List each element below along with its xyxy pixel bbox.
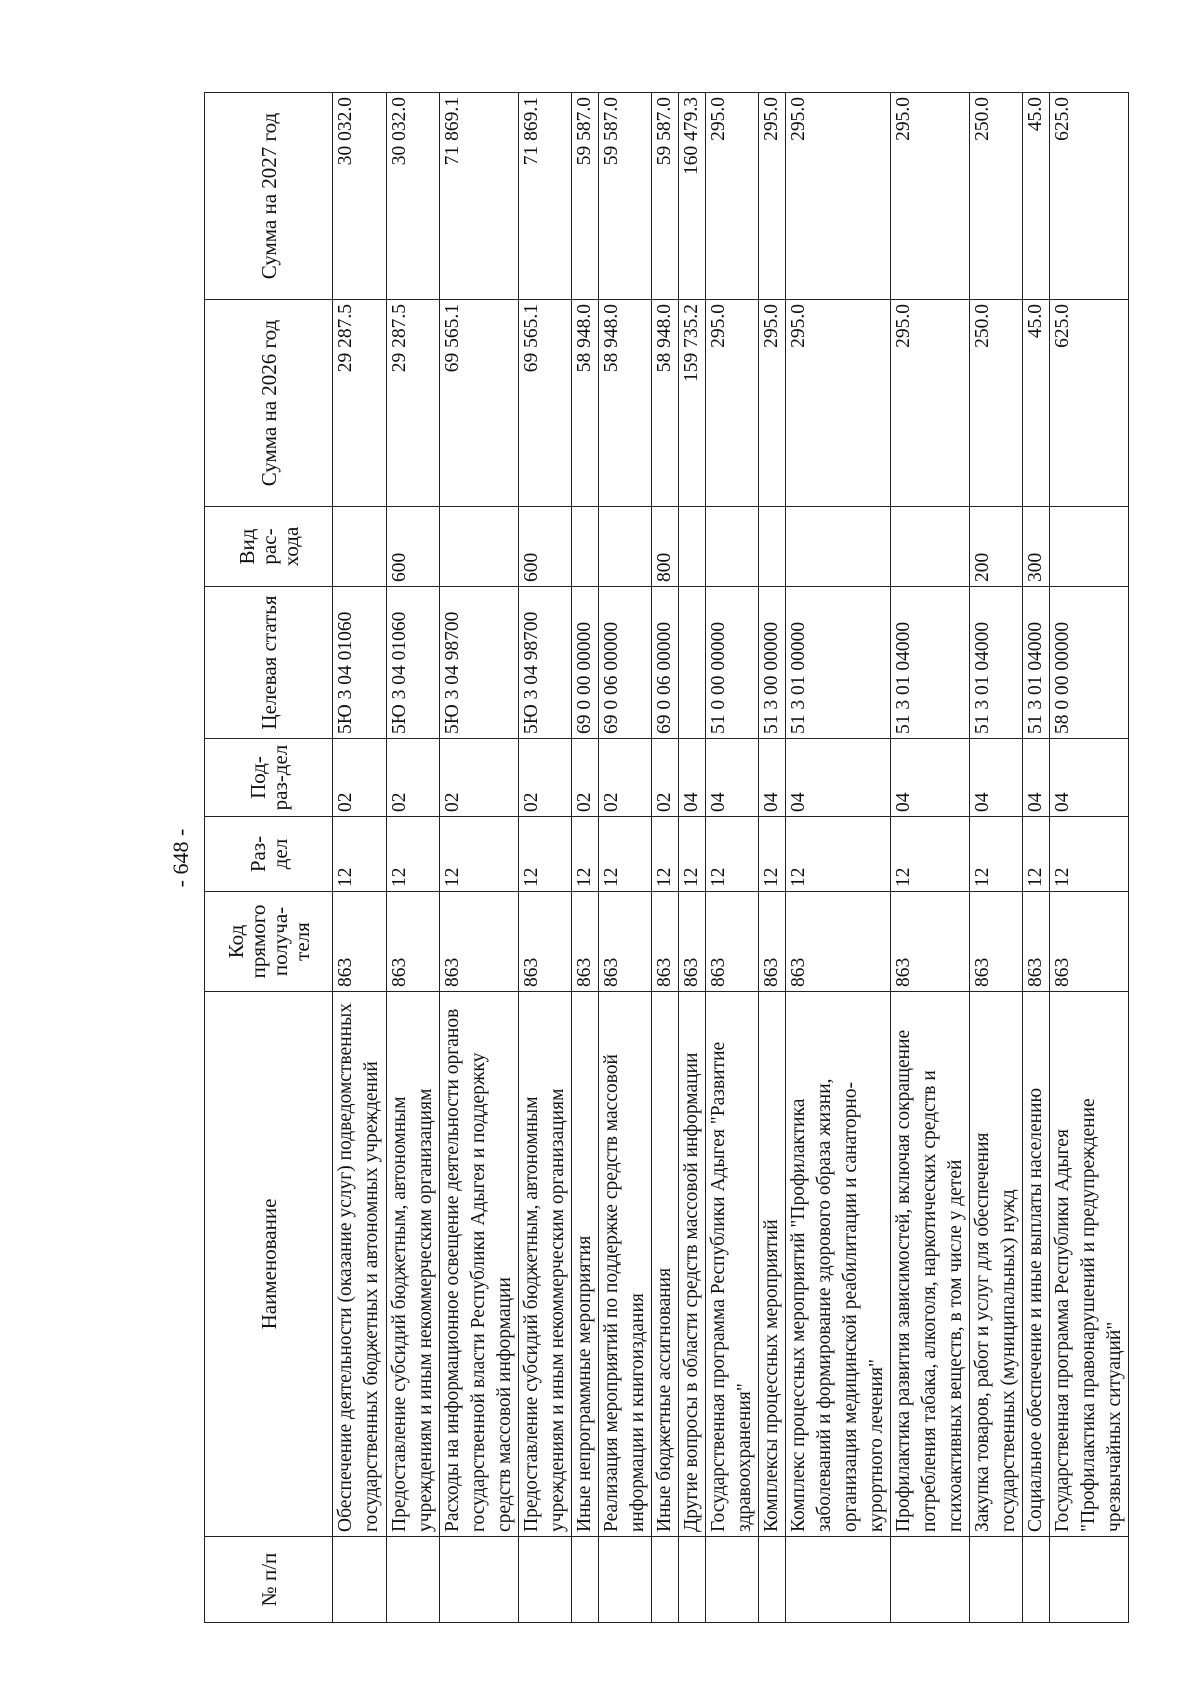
header-subsection: Под-раз-дел <box>205 739 333 817</box>
cell-expense: 600 <box>519 507 572 587</box>
cell-expense <box>572 507 599 587</box>
cell-code: 863 <box>706 892 759 992</box>
cell-expense <box>891 507 970 587</box>
page-number: - 648 - <box>168 828 193 888</box>
cell-code: 863 <box>572 892 599 992</box>
cell-name: Иные непрограммные мероприятия <box>572 992 599 1537</box>
cell-section: 12 <box>1023 817 1050 892</box>
cell-name: Другие вопросы в области средств массовой информации <box>679 992 706 1537</box>
cell-sum2026: 58 948.0 <box>599 300 652 507</box>
cell-target: 5Ю 3 04 98700 <box>519 587 572 739</box>
cell-target: 69 0 06 00000 <box>652 587 679 739</box>
cell-num <box>440 1537 519 1623</box>
cell-subsection: 02 <box>519 739 572 817</box>
cell-expense: 600 <box>387 507 440 587</box>
cell-expense: 300 <box>1023 507 1050 587</box>
cell-target: 51 3 00 00000 <box>759 587 786 739</box>
cell-subsection: 04 <box>1050 739 1129 817</box>
cell-sum2026: 250.0 <box>970 300 1023 507</box>
table-row <box>759 93 786 1623</box>
cell-subsection: 02 <box>572 739 599 817</box>
cell-expense <box>786 507 891 587</box>
cell-code: 863 <box>652 892 679 992</box>
header-code: Код прямого получа-теля <box>205 892 333 992</box>
cell-name: Предоставление субсидий бюджетным, автономным учреждениям и иным некоммерческим организациям <box>519 992 572 1537</box>
cell-name: Комплекс процессных мероприятий "Профилактика заболеваний и формирование здорового образа жизни, организация медицинской реабилитации и санаторно-курортного лечения" <box>786 992 891 1537</box>
cell-num <box>679 1537 706 1623</box>
cell-sum2027: 59 587.0 <box>572 93 599 300</box>
cell-sum2026: 295.0 <box>891 300 970 507</box>
cell-sum2026: 295.0 <box>786 300 891 507</box>
header-row <box>205 93 333 1623</box>
cell-sum2026: 45.0 <box>1023 300 1050 507</box>
table-row <box>572 93 599 1623</box>
cell-name: Комплексы процессных мероприятий <box>759 992 786 1537</box>
cell-num <box>572 1537 599 1623</box>
cell-target <box>679 587 706 739</box>
cell-num <box>333 1537 387 1623</box>
table-row <box>333 93 387 1623</box>
cell-subsection: 04 <box>891 739 970 817</box>
cell-section: 12 <box>1050 817 1129 892</box>
cell-code: 863 <box>599 892 652 992</box>
cell-expense <box>759 507 786 587</box>
cell-expense <box>599 507 652 587</box>
cell-name: Государственная программа Республики Адыгея "Развитие здравоохранения" <box>706 992 759 1537</box>
table-row <box>679 93 706 1623</box>
cell-section: 12 <box>679 817 706 892</box>
cell-num <box>706 1537 759 1623</box>
table-row <box>970 93 1023 1623</box>
header-name: Наименование <box>205 992 333 1537</box>
cell-num <box>387 1537 440 1623</box>
rotated-page <box>131 93 1125 1623</box>
cell-expense <box>706 507 759 587</box>
cell-sum2027: 295.0 <box>759 93 786 300</box>
cell-subsection: 04 <box>970 739 1023 817</box>
cell-num <box>891 1537 970 1623</box>
cell-section: 12 <box>387 817 440 892</box>
cell-sum2027: 30 032.0 <box>387 93 440 300</box>
header-sum2027: Сумма на 2027 год <box>205 93 333 300</box>
cell-sum2027: 45.0 <box>1023 93 1050 300</box>
cell-sum2027: 71 869.1 <box>519 93 572 300</box>
cell-name: Социальное обеспечение и иные выплаты населению <box>1023 992 1050 1537</box>
cell-subsection: 04 <box>1023 739 1050 817</box>
cell-expense <box>1050 507 1129 587</box>
header-num: № п/п <box>205 1537 333 1623</box>
cell-sum2027: 71 869.1 <box>440 93 519 300</box>
cell-subsection: 04 <box>706 739 759 817</box>
cell-sum2027: 160 479.3 <box>679 93 706 300</box>
cell-sum2027: 295.0 <box>891 93 970 300</box>
cell-code: 863 <box>891 892 970 992</box>
cell-subsection: 02 <box>599 739 652 817</box>
cell-sum2027: 30 032.0 <box>333 93 387 300</box>
cell-name: Закупка товаров, работ и услуг для обеспечения государственных (муниципальных) нужд <box>970 992 1023 1537</box>
cell-sum2026: 625.0 <box>1050 300 1129 507</box>
budget-table <box>204 92 1129 1623</box>
cell-section: 12 <box>652 817 679 892</box>
cell-num <box>519 1537 572 1623</box>
cell-target: 5Ю 3 04 98700 <box>440 587 519 739</box>
cell-code: 863 <box>759 892 786 992</box>
cell-num <box>1023 1537 1050 1623</box>
cell-expense: 200 <box>970 507 1023 587</box>
header-expense: Вид рас-хода <box>205 507 333 587</box>
table-row <box>387 93 440 1623</box>
cell-sum2027: 295.0 <box>786 93 891 300</box>
cell-name: Обеспечение деятельности (оказание услуг) подведомственных государственных бюджетных и автономных учреждений <box>333 992 387 1537</box>
cell-sum2026: 69 565.1 <box>519 300 572 507</box>
cell-section: 12 <box>970 817 1023 892</box>
cell-sum2026: 295.0 <box>759 300 786 507</box>
cell-num <box>786 1537 891 1623</box>
cell-code: 863 <box>519 892 572 992</box>
cell-subsection: 04 <box>786 739 891 817</box>
cell-subsection: 02 <box>440 739 519 817</box>
cell-name: Расходы на информационное освещение деятельности органов государственной власти Республики Адыгея и поддержку средств массовой информации <box>440 992 519 1537</box>
table-row <box>440 93 519 1623</box>
cell-num <box>970 1537 1023 1623</box>
cell-target: 5Ю 3 04 01060 <box>333 587 387 739</box>
cell-expense: 800 <box>652 507 679 587</box>
table-row <box>599 93 652 1623</box>
cell-sum2026: 159 735.2 <box>679 300 706 507</box>
table-row <box>1023 93 1050 1623</box>
header-section: Раз-дел <box>205 817 333 892</box>
cell-subsection: 04 <box>759 739 786 817</box>
cell-target: 51 0 00 00000 <box>706 587 759 739</box>
cell-section: 12 <box>786 817 891 892</box>
table-row <box>652 93 679 1623</box>
cell-section: 12 <box>706 817 759 892</box>
cell-num <box>652 1537 679 1623</box>
cell-target: 51 3 01 04000 <box>891 587 970 739</box>
cell-name: Профилактика развития зависимостей, включая сокращение потребления табака, алкоголя, наркотических средств и психоактивных веществ, в том числе у детей <box>891 992 970 1537</box>
cell-section: 12 <box>891 817 970 892</box>
cell-section: 12 <box>333 817 387 892</box>
cell-expense <box>333 507 387 587</box>
cell-sum2026: 58 948.0 <box>652 300 679 507</box>
cell-target: 51 3 01 04000 <box>970 587 1023 739</box>
cell-sum2027: 59 587.0 <box>652 93 679 300</box>
cell-num <box>759 1537 786 1623</box>
cell-code: 863 <box>1050 892 1129 992</box>
cell-target: 5Ю 3 04 01060 <box>387 587 440 739</box>
cell-name: Предоставление субсидий бюджетным, автономным учреждениям и иным некоммерческим организациям <box>387 992 440 1537</box>
cell-name: Государственная программа Республики Адыгея "Профилактика правонарушений и предупреждение чрезвычайных ситуаций" <box>1050 992 1129 1537</box>
cell-target: 51 3 01 00000 <box>786 587 891 739</box>
table-row <box>786 93 891 1623</box>
table-body <box>333 93 1129 1623</box>
cell-section: 12 <box>599 817 652 892</box>
cell-sum2027: 59 587.0 <box>599 93 652 300</box>
header-target: Целевая статья <box>205 587 333 739</box>
cell-sum2026: 295.0 <box>706 300 759 507</box>
cell-subsection: 02 <box>387 739 440 817</box>
cell-code: 863 <box>440 892 519 992</box>
cell-sum2027: 625.0 <box>1050 93 1129 300</box>
cell-sum2026: 69 565.1 <box>440 300 519 507</box>
cell-subsection: 02 <box>333 739 387 817</box>
cell-code: 863 <box>679 892 706 992</box>
cell-num <box>1050 1537 1129 1623</box>
cell-target: 51 3 01 04000 <box>1023 587 1050 739</box>
table-row <box>706 93 759 1623</box>
cell-name: Реализация мероприятий по поддержке средств массовой информации и книгоиздания <box>599 992 652 1537</box>
cell-section: 12 <box>572 817 599 892</box>
cell-sum2026: 29 287.5 <box>387 300 440 507</box>
cell-code: 863 <box>970 892 1023 992</box>
cell-num <box>599 1537 652 1623</box>
cell-sum2027: 295.0 <box>706 93 759 300</box>
cell-target: 69 0 06 00000 <box>599 587 652 739</box>
cell-section: 12 <box>759 817 786 892</box>
table-row <box>519 93 572 1623</box>
cell-name: Иные бюджетные ассигнования <box>652 992 679 1537</box>
cell-code: 863 <box>786 892 891 992</box>
table-row <box>891 93 970 1623</box>
header-sum2026: Сумма на 2026 год <box>205 300 333 507</box>
cell-sum2026: 58 948.0 <box>572 300 599 507</box>
cell-code: 863 <box>1023 892 1050 992</box>
cell-section: 12 <box>440 817 519 892</box>
cell-expense <box>679 507 706 587</box>
cell-expense <box>440 507 519 587</box>
cell-target: 58 0 00 00000 <box>1050 587 1129 739</box>
cell-subsection: 04 <box>679 739 706 817</box>
table-row <box>1050 93 1129 1623</box>
cell-code: 863 <box>387 892 440 992</box>
cell-target: 69 0 00 00000 <box>572 587 599 739</box>
cell-sum2027: 250.0 <box>970 93 1023 300</box>
cell-sum2026: 29 287.5 <box>333 300 387 507</box>
cell-section: 12 <box>519 817 572 892</box>
cell-subsection: 02 <box>652 739 679 817</box>
cell-code: 863 <box>333 892 387 992</box>
